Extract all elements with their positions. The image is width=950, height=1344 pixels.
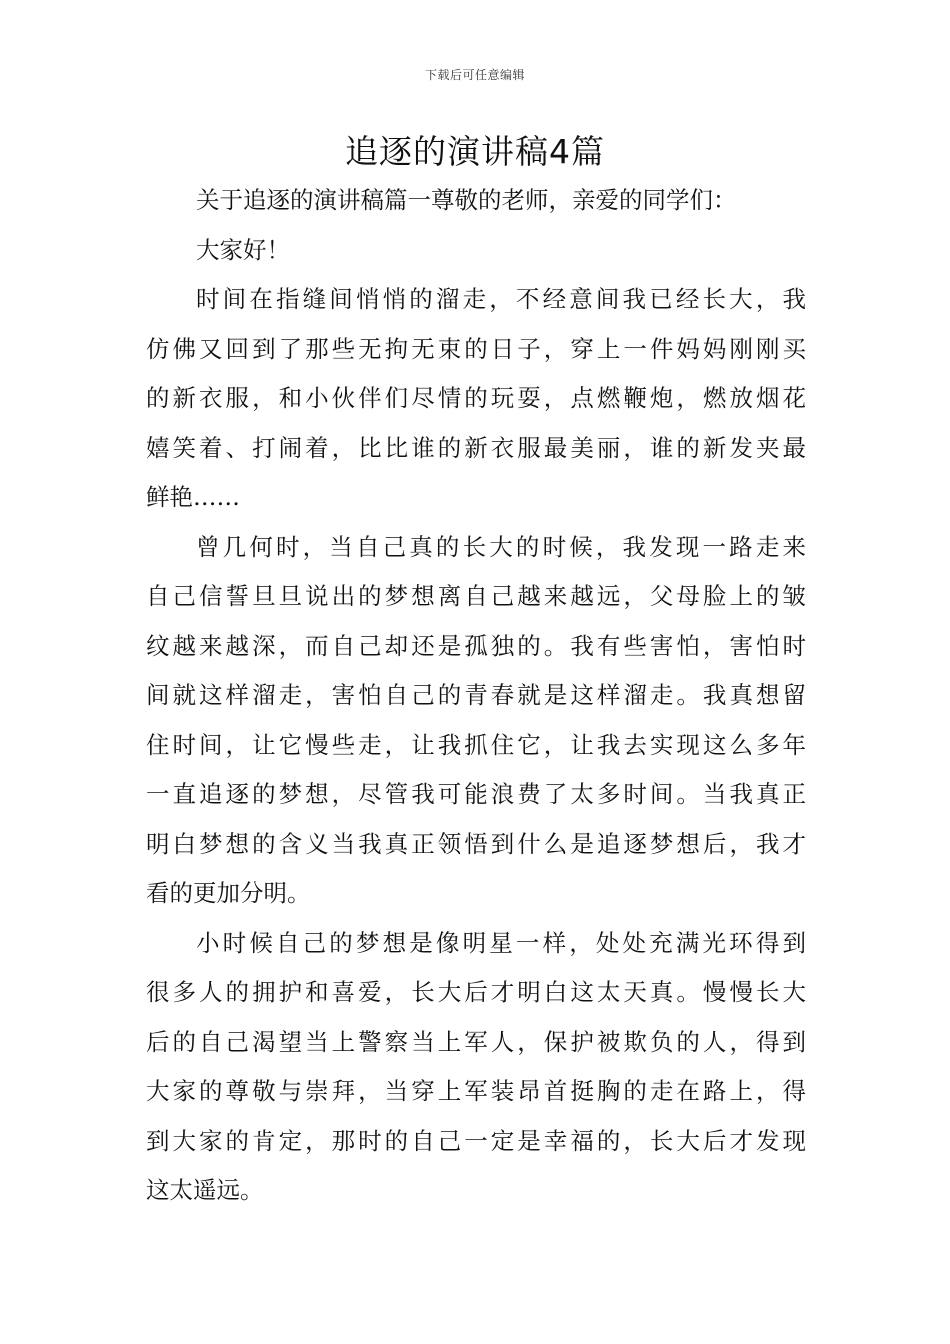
text-line: 住时间，让它慢些走，让我抓住它，让我去实现这么多年 <box>146 730 806 759</box>
document-body <box>146 176 806 1216</box>
text-line: 关于追逐的演讲稿篇一尊敬的老师，亲爱的同学们： <box>196 186 737 214</box>
document-title: 追逐的演讲稿4篇 <box>345 132 605 171</box>
text-line: 一直追逐的梦想，尽管我可能浪费了太多时间。当我真正 <box>146 780 806 808</box>
text-line: 看的更加分明。 <box>146 879 311 907</box>
text-line: 纹越来越深，而自己却还是孤独的。我有些害怕，害怕时 <box>146 631 806 660</box>
text-line: 嬉笑着、打闹着，比比谁的新衣服最美丽，谁的新发夹最 <box>146 433 806 462</box>
text-line: 大家的尊敬与崇拜，当穿上军装昂首挺胸的走在路上，得 <box>146 1077 806 1105</box>
text-line: 的新衣服，和小伙伴们尽情的玩耍，点燃鞭炮，燃放烟花 <box>146 384 806 412</box>
text-line: 鲜艳…… <box>146 483 240 511</box>
text-line: 时间在指缝间悄悄的溜走，不经意间我已经长大，我 <box>196 285 806 313</box>
text-line: 到大家的肯定，那时的自己一定是幸福的，长大后才发现 <box>146 1126 806 1155</box>
text-line: 这太遥远。 <box>146 1176 264 1204</box>
paragraph-salutation <box>146 176 806 226</box>
text-line: 仿佛又回到了那些无拘无束的日子，穿上一件妈妈刚刚买 <box>146 334 806 363</box>
paragraph <box>146 523 806 919</box>
text-line: 曾几何时，当自己真的长大的时候，我发现一路走来 <box>196 532 806 561</box>
text-line: 间就这样溜走，害怕自己的青春就是这样溜走。我真想留 <box>146 681 806 709</box>
text-line: 明白梦想的含义当我真正领悟到什么是追逐梦想后，我才 <box>146 829 806 858</box>
header-note: 下载后可任意编辑 <box>424 68 525 82</box>
text-line: 后的自己渴望当上警察当上军人，保护被欺负的人，得到 <box>146 1027 806 1056</box>
paragraph <box>146 919 806 1216</box>
text-line: 小时候自己的梦想是像明星一样，处处充满光环得到 <box>196 928 806 957</box>
paragraph-greeting <box>146 226 806 276</box>
text-line: 自己信誓旦旦说出的梦想离自己越来越远，父母脸上的皱 <box>146 582 806 610</box>
text-line: 大家好！ <box>196 235 290 264</box>
text-line: 很多人的拥护和喜爱，长大后才明白这太天真。慢慢长大 <box>146 978 806 1006</box>
paragraph <box>146 275 806 523</box>
